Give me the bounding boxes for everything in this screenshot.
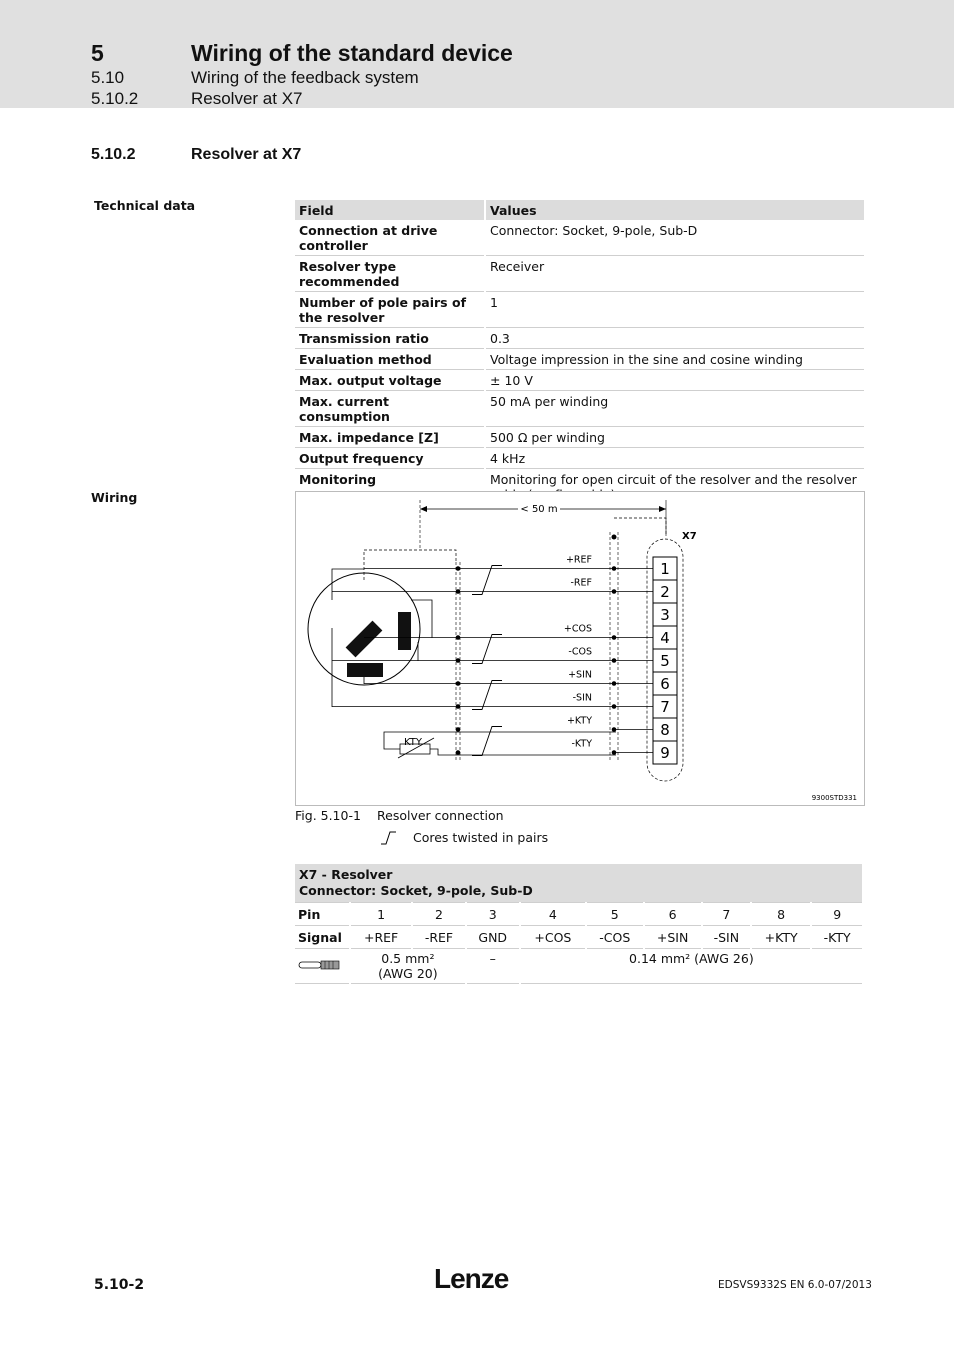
cable-cross-section-b: – bbox=[466, 949, 520, 984]
section-title: Resolver at X7 bbox=[191, 146, 302, 163]
pin-number: 9 bbox=[660, 744, 670, 762]
field-cell: Max. output voltage bbox=[295, 370, 485, 391]
pin-number: 3 bbox=[660, 606, 670, 624]
pin-cell: 8 bbox=[751, 903, 811, 926]
shield-node bbox=[612, 681, 617, 686]
table-row bbox=[295, 220, 864, 256]
arrow-head-right bbox=[659, 506, 666, 512]
section-number: 5.10.2 bbox=[91, 146, 136, 163]
chapter-title: Wiring of the standard device bbox=[191, 40, 513, 66]
signal-cell: +REF bbox=[350, 926, 412, 949]
signal-label: -KTY bbox=[571, 738, 592, 750]
table-row bbox=[295, 292, 864, 328]
shield-node bbox=[456, 658, 461, 663]
signal-cell: +COS bbox=[520, 926, 586, 949]
figure-legend: Cores twisted in pairs bbox=[413, 830, 549, 845]
figure-caption: Resolver connection bbox=[377, 808, 504, 823]
signal-cell: -REF bbox=[412, 926, 465, 949]
cable-a-awg: (AWG 20) bbox=[378, 966, 438, 981]
twisted-pair-marker bbox=[472, 566, 502, 595]
shield-node bbox=[456, 681, 461, 686]
value-cell: 0.3 bbox=[485, 328, 864, 349]
signal-cell: -KTY bbox=[811, 926, 863, 949]
pin-number: 6 bbox=[660, 675, 670, 693]
shield-node bbox=[612, 535, 617, 540]
twisted-pair-marker bbox=[472, 635, 502, 664]
section-title-header: Resolver at X7 bbox=[191, 89, 303, 108]
distance-label: < 50 m bbox=[520, 504, 558, 515]
pin-cell: 3 bbox=[466, 903, 520, 926]
value-cell: Connector: Socket, 9-pole, Sub-D bbox=[485, 220, 864, 256]
pin-number: 2 bbox=[660, 583, 670, 601]
signal-cell: +KTY bbox=[751, 926, 811, 949]
pin-table-title-row bbox=[295, 864, 863, 903]
table-row bbox=[295, 328, 864, 349]
table-row bbox=[295, 427, 864, 448]
shield-node bbox=[456, 704, 461, 709]
wiring-diagram-svg bbox=[296, 492, 864, 805]
shield-node bbox=[456, 635, 461, 640]
value-cell: 50 mA per winding bbox=[485, 391, 864, 427]
value-cell: 500 Ω per winding bbox=[485, 427, 864, 448]
subchapter-number: 5.10 bbox=[91, 68, 125, 87]
signal-cell: +SIN bbox=[644, 926, 702, 949]
cable-icon-cell bbox=[295, 949, 350, 984]
shield-node bbox=[612, 658, 617, 663]
pin-number: 8 bbox=[660, 721, 670, 739]
twisted-pair-marker bbox=[472, 681, 502, 710]
rotor-winding bbox=[346, 621, 383, 658]
pin-cell: 1 bbox=[350, 903, 412, 926]
cable-a-value: 0.5 mm² bbox=[381, 951, 435, 966]
field-cell: Connection at drive controller bbox=[295, 220, 485, 256]
document-id: EDSVS9332S EN 6.0-07/2013 bbox=[718, 1279, 872, 1291]
signal-label: +REF bbox=[565, 554, 592, 566]
chapter-number: 5 bbox=[91, 40, 104, 66]
shield-node bbox=[612, 750, 617, 755]
shield-node bbox=[456, 566, 461, 571]
table-row bbox=[295, 448, 864, 469]
pin-table-title-line2: Connector: Socket, 9-pole, Sub-D bbox=[299, 883, 533, 898]
cable-icon bbox=[298, 958, 340, 972]
shield-node bbox=[612, 704, 617, 709]
shield-node bbox=[612, 589, 617, 594]
drawing-code: 9300STD331 bbox=[811, 794, 857, 802]
pin-cell: 9 bbox=[811, 903, 863, 926]
shield-node bbox=[456, 750, 461, 755]
pin-cell: 7 bbox=[702, 903, 751, 926]
shield-node bbox=[456, 589, 461, 594]
pin-row-label: Pin bbox=[295, 903, 350, 926]
table-row bbox=[295, 391, 864, 427]
svg-text:Lenze: Lenze bbox=[434, 1263, 509, 1292]
kty-label: KTY bbox=[404, 737, 422, 748]
twisted-pair-marker bbox=[472, 727, 502, 756]
pin-cell: 4 bbox=[520, 903, 586, 926]
table-row bbox=[295, 349, 864, 370]
signal-cell: -COS bbox=[586, 926, 643, 949]
ref-winding bbox=[347, 663, 383, 677]
pin-assignment-table bbox=[295, 864, 864, 984]
field-cell: Number of pole pairs of the resolver bbox=[295, 292, 485, 328]
pin-number: 4 bbox=[660, 629, 670, 647]
value-cell: 4 kHz bbox=[485, 448, 864, 469]
page-number: 5.10-2 bbox=[94, 1277, 145, 1293]
resolver-wiring-diagram bbox=[295, 491, 865, 806]
motor-shield-line bbox=[364, 550, 456, 580]
signal-wires bbox=[332, 555, 653, 756]
pin-cell: 2 bbox=[412, 903, 465, 926]
pin-number: 7 bbox=[660, 698, 670, 716]
value-cell: Voltage impression in the sine and cosine winding bbox=[485, 349, 864, 370]
wiring-label: Wiring bbox=[91, 490, 138, 505]
value-cell: ± 10 V bbox=[485, 370, 864, 391]
shield-node bbox=[612, 635, 617, 640]
shield-node bbox=[612, 566, 617, 571]
field-cell: Transmission ratio bbox=[295, 328, 485, 349]
signal-cell: GND bbox=[466, 926, 520, 949]
signal-cell: -SIN bbox=[702, 926, 751, 949]
technical-data-table bbox=[295, 200, 864, 505]
arrow-head-left bbox=[420, 506, 427, 512]
field-cell: Evaluation method bbox=[295, 349, 485, 370]
shield-node bbox=[612, 727, 617, 732]
header-field: Field bbox=[295, 200, 485, 220]
signal-label: +COS bbox=[563, 623, 592, 635]
pin-cell: 5 bbox=[586, 903, 643, 926]
subchapter-title: Wiring of the feedback system bbox=[191, 68, 419, 87]
winding-lead bbox=[411, 600, 432, 638]
header-values: Values bbox=[485, 200, 864, 220]
section-number-header: 5.10.2 bbox=[91, 89, 139, 108]
signal-label: -COS bbox=[568, 646, 592, 658]
pin-number: 1 bbox=[660, 560, 670, 578]
signal-label: +KTY bbox=[566, 715, 592, 727]
table-header-row bbox=[295, 200, 864, 220]
connector-shield-line bbox=[614, 518, 666, 536]
shield-node bbox=[456, 727, 461, 732]
pin-number: 5 bbox=[660, 652, 670, 670]
lenze-logo bbox=[434, 1262, 516, 1296]
connector-pins bbox=[653, 557, 677, 764]
pin-row bbox=[295, 903, 863, 926]
pin-table-title bbox=[295, 864, 863, 903]
pin-cell: 6 bbox=[644, 903, 702, 926]
field-cell: Output frequency bbox=[295, 448, 485, 469]
value-cell: Monitoring for open circuit of the resolver and the resolver bbox=[485, 469, 864, 505]
signal-label: -REF bbox=[570, 577, 592, 589]
value-cell: 1 bbox=[485, 292, 864, 328]
table-row bbox=[295, 370, 864, 391]
lenze-logo-svg bbox=[434, 1262, 516, 1292]
pin-table-title-line1: X7 - Resolver bbox=[299, 867, 393, 882]
signal-row bbox=[295, 926, 863, 949]
signal-label: -SIN bbox=[572, 692, 592, 704]
figure-number: Fig. 5.10-1 bbox=[295, 808, 361, 823]
cable-cross-section-c: 0.14 mm² (AWG 26) bbox=[520, 949, 863, 984]
value-cell: Receiver bbox=[485, 256, 864, 292]
signal-row-label: Signal bbox=[295, 926, 350, 949]
signal-label: +SIN bbox=[568, 669, 592, 681]
field-cell: Max. current consumption bbox=[295, 391, 485, 427]
cos-winding bbox=[398, 612, 411, 650]
field-cell: Max. impedance [Z] bbox=[295, 427, 485, 448]
connector-label: X7 bbox=[682, 531, 697, 542]
field-cell: Resolver type recommended bbox=[295, 256, 485, 292]
cable-cross-section-a bbox=[350, 949, 466, 984]
field-cell: Monitoring bbox=[295, 469, 485, 505]
table-row bbox=[295, 256, 864, 292]
cable-row bbox=[295, 949, 863, 984]
technical-data-label: Technical data bbox=[94, 198, 196, 213]
twisted-pair-icon bbox=[380, 830, 398, 846]
